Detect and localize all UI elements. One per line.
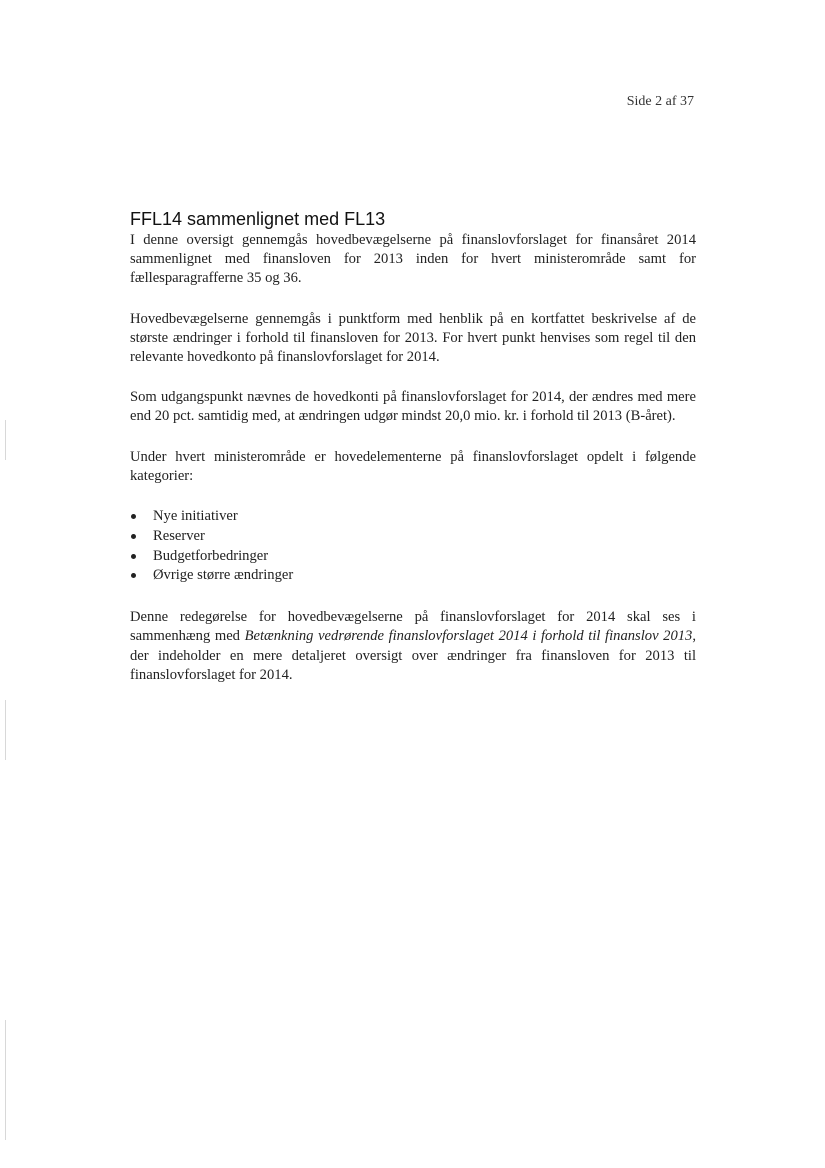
bullet-icon [131,534,136,539]
referenced-document-title: Betænkning vedrørende finanslovforslaget 2014 i forhold til finanslov 2013 [244,628,693,645]
closing-paragraph [130,608,696,685]
categories-intro-paragraph: Under hvert ministerområde er hovedelementerne på finanslovforslaget opdelt i følgende kategorier: [130,448,696,484]
bullet-icon [131,554,136,559]
bullet-icon [131,514,136,519]
bullet-icon [131,573,136,578]
page-number: Side 2 af 37 [626,94,694,109]
section-heading: FFL14 sammenlignet med FL13 [130,209,386,229]
list-item [130,547,696,567]
list-item [130,527,696,547]
closing-text-end: , der indeholder en mere detaljeret oversigt over ændringer fra finansloven for 2013 til finanslovforslaget for 2014. [130,628,696,683]
list-item-label: Budgetforbedringer [153,547,269,564]
criteria-paragraph: Som udgangspunkt nævnes de hovedkonti på finanslovforslaget for 2014, der ændres med mere end 20 pct. samtidig med, at ændringen udgør mindst 20,0 mio. kr. i forhold til 2013 (B-året). [130,389,696,425]
category-list [130,507,696,586]
list-item [130,566,696,586]
scan-edge-mark [5,1020,6,1140]
scan-edge-mark [5,420,6,460]
scan-edge-mark [5,700,6,760]
list-item-label: Reserver [153,527,205,544]
list-item-label: Øvrige større ændringer [153,567,294,584]
closing-text-start: Denne redegørelse for hovedbevægelserne på finanslovforslaget for 2014 skal ses i sammenhæng med [130,609,696,645]
document-body [130,208,696,706]
intro-paragraph: I denne oversigt gennemgås hovedbevægelserne på finanslovforslaget for finansåret 2014 sammenlignet med finansloven for 2013 inden for hvert ministerområde samt for fællesparagrafferne 35 og 36. [130,232,696,287]
list-item-label: Nye initiativer [153,508,238,525]
method-paragraph: Hovedbevægelserne gennemgås i punktform med henblik på en kortfattet beskrivelse af de største ændringer i forhold til finansloven for 2013. For hvert punkt henvises som regel til den relevante hovedkonto på finanslovforslaget for 2014. [130,310,696,366]
list-item [130,507,696,527]
